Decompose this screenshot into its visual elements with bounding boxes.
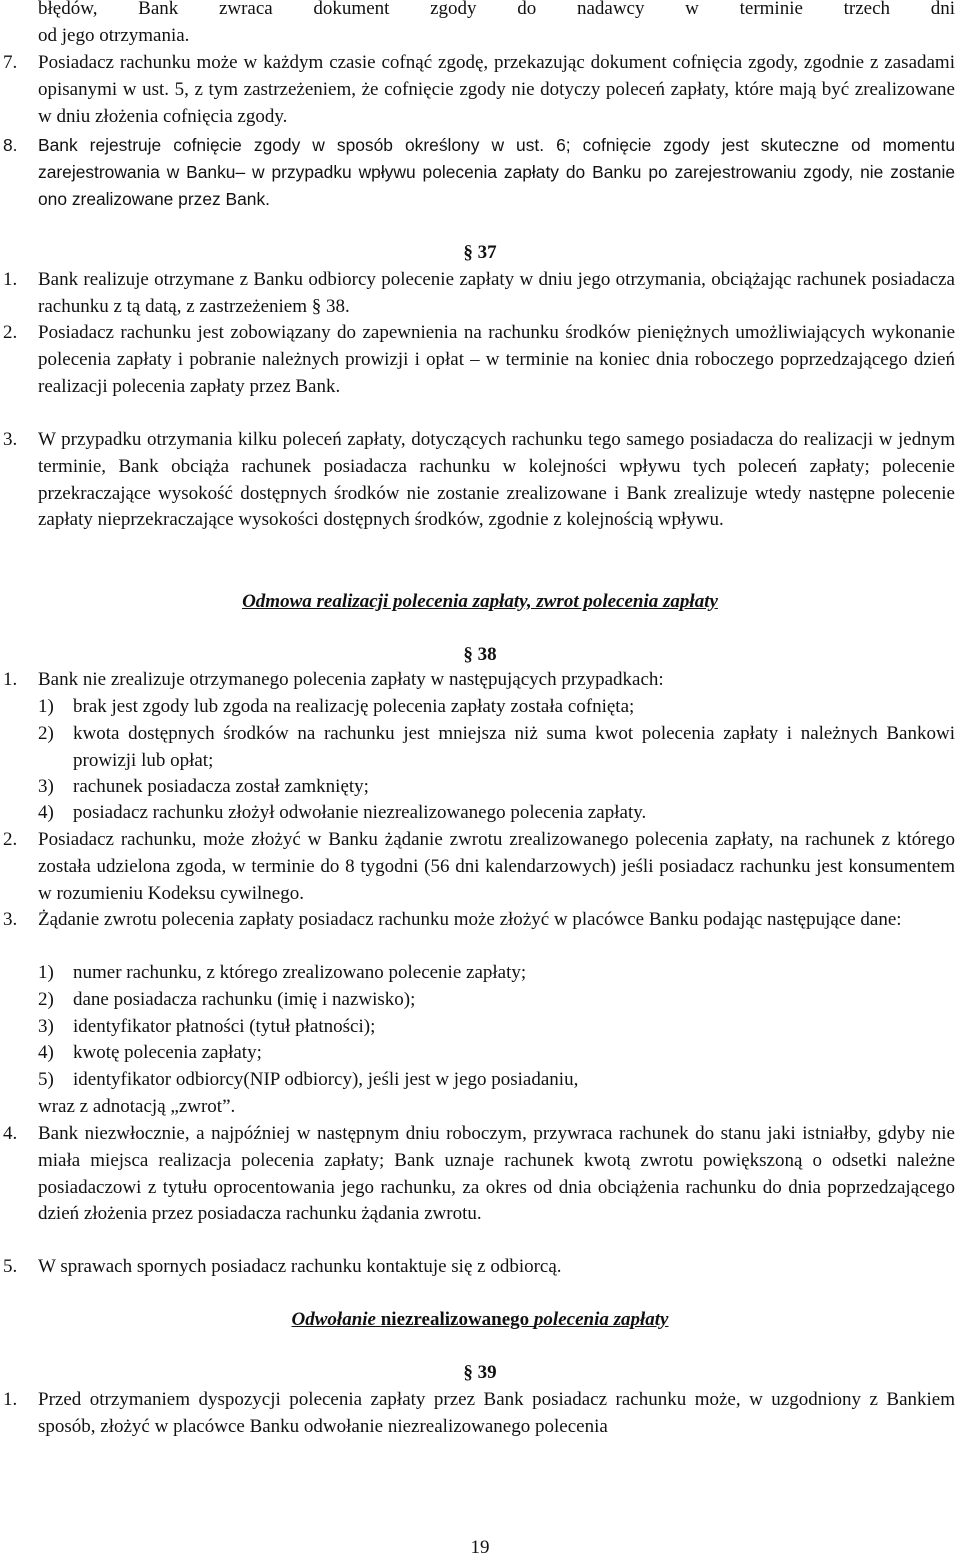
paragraph-38-4: 4. Bank niezwłocznie, a najpóźniej w następnym dniu roboczym, przywraca rachunek do stanu jaki istniałby, gdyby nie miała miejsca realizacja polecenia zapłaty; Bank uznaje rachunek kwotą zwrotu powiększoną o odsetki należne posiadaczowi z tytułu oprocentowania jego rachunku, za okres od dnia obciążenia rachunku do dnia poprzedzającego dzień złożenia przez posiadacza rachunku żądania zwrotu.	[3, 1123, 955, 1225]
list-item-38-3-1: 1) numer rachunku, z którego zrealizowano polecenie zapłaty;	[38, 962, 527, 983]
page-number: 19	[470, 1537, 490, 1558]
section-title-38: § 38	[463, 644, 497, 665]
paragraph-continuation-line: od jego otrzymania.	[38, 25, 190, 46]
paragraph-38-1: 1. Bank nie zrealizuje otrzymanego polecenia zapłaty w następujących przypadkach:	[3, 669, 664, 690]
list-item-38-3-3: 3) identyfikator płatności (tytuł płatności);	[38, 1016, 376, 1037]
section-heading-revocation: Odwołanie niezrealizowanego polecenia zapłaty	[291, 1309, 669, 1330]
section-title-37: § 37	[463, 242, 497, 263]
paragraph-38-2: 2. Posiadacz rachunku, może złożyć w Banku żądanie zwrotu zrealizowanego polecenia zapłaty, na rachunek z którego została udzielona zgoda, w terminie do 8 tygodni (56 dni kalendarzowych) jeśli posiadacz rachunku jest konsumentem w rozumieniu Kodeksu cywilnego.	[3, 829, 955, 904]
list-item-38-1-2: 2) kwota dostępnych środków na rachunku jest mniejsza niż suma kwot polecenia zapłaty i należnych Bankowi prowizji lub opłat;	[38, 723, 955, 771]
paragraph-39-1: 1. Przed otrzymaniem dyspozycji polecenia zapłaty przez Bank posiadacz rachunku może, w uzgodniony z Bankiem sposób, złożyć w placówce Banku odwołanie niezrealizowanego polecenia	[3, 1389, 955, 1437]
list-item-38-1-1: 1) brak jest zgody lub zgoda na realizację polecenia zapłaty została cofnięta;	[38, 696, 635, 717]
paragraph-continuation-line: błędów, Bank zwraca dokument zgody do nadawcy w terminie trzech dni	[38, 0, 955, 19]
list-item-38-3-2: 2) dane posiadacza rachunku (imię i nazwisko);	[38, 989, 416, 1010]
paragraph-38-3: 3. Żądanie zwrotu polecenia zapłaty posiadacz rachunku może złożyć w placówce Banku podając następujące dane:	[3, 909, 902, 930]
list-item-38-3-4: 4) kwotę polecenia zapłaty;	[38, 1042, 262, 1063]
list-item-38-1-3: 3) rachunek posiadacza został zamknięty;	[38, 776, 369, 797]
list-item-38-3-5: 5) identyfikator odbiorcy(NIP odbiorcy), jeśli jest w jego posiadaniu,	[38, 1069, 579, 1090]
paragraph-7: 7. Posiadacz rachunku może w każdym czasie cofnąć zgodę, przekazując dokument cofnięcia zgody, zgodnie z zasadami opisanymi w ust. 5, z tym zastrzeżeniem, że cofnięcie zgody nie dotyczy poleceń zapłaty, które mają być zrealizowane w dniu złożenia cofnięcia zgody.	[3, 52, 955, 127]
list-item-38-1-4: 4) posiadacz rachunku złożył odwołanie niezrealizowanego polecenia zapłaty.	[38, 802, 647, 823]
paragraph-8: 8. Bank rejestruje cofnięcie zgody w sposób określony w ust. 6; cofnięcie zgody jest skuteczne od momentu zarejestrowania w Banku– w przypadku wpływu polecenia zapłaty do Banku po zarejestrowaniu zgody, nie zostanie ono zrealizowane przez Bank.	[3, 135, 955, 209]
section-title-39: § 39	[463, 1362, 497, 1383]
paragraph-37-1: 1. Bank realizuje otrzymane z Banku odbiorcy polecenie zapłaty w dniu jego otrzymania, obciążając rachunek posiadacza rachunku z tą datą, z zastrzeżeniem § 38.	[3, 269, 955, 317]
paragraph-37-3: 3. W przypadku otrzymania kilku poleceń zapłaty, dotyczących rachunku tego samego posiadacza do realizacji w jednym terminie, Bank obciąża rachunek posiadacza rachunku w kolejności wpływu tych poleceń zapłaty; polecenie przekraczające wysokość dostępnych środków nie zostanie zrealizowane i Bank zrealizuje wtedy następne polecenie zapłaty nieprzekraczające wysokości dostępnych środków, zgodnie z kolejnością wpływu.	[3, 429, 955, 531]
paragraph-37-2: 2. Posiadacz rachunku jest zobowiązany do zapewnienia na rachunku środków pieniężnych umożliwiających wykonanie polecenia zapłaty i pobranie należnych prowizji i opłat – w terminie na koniec dnia roboczego poprzedzającego dzień realizacji polecenia zapłaty przez Bank.	[3, 322, 955, 397]
paragraph-38-5: 5. W sprawach spornych posiadacz rachunku kontaktuje się z odbiorcą.	[3, 1256, 562, 1277]
section-heading-refusal: Odmowa realizacji polecenia zapłaty, zwrot polecenia zapłaty	[242, 591, 718, 612]
list-trailer: wraz z adnotacją „zwrot”.	[38, 1096, 236, 1117]
